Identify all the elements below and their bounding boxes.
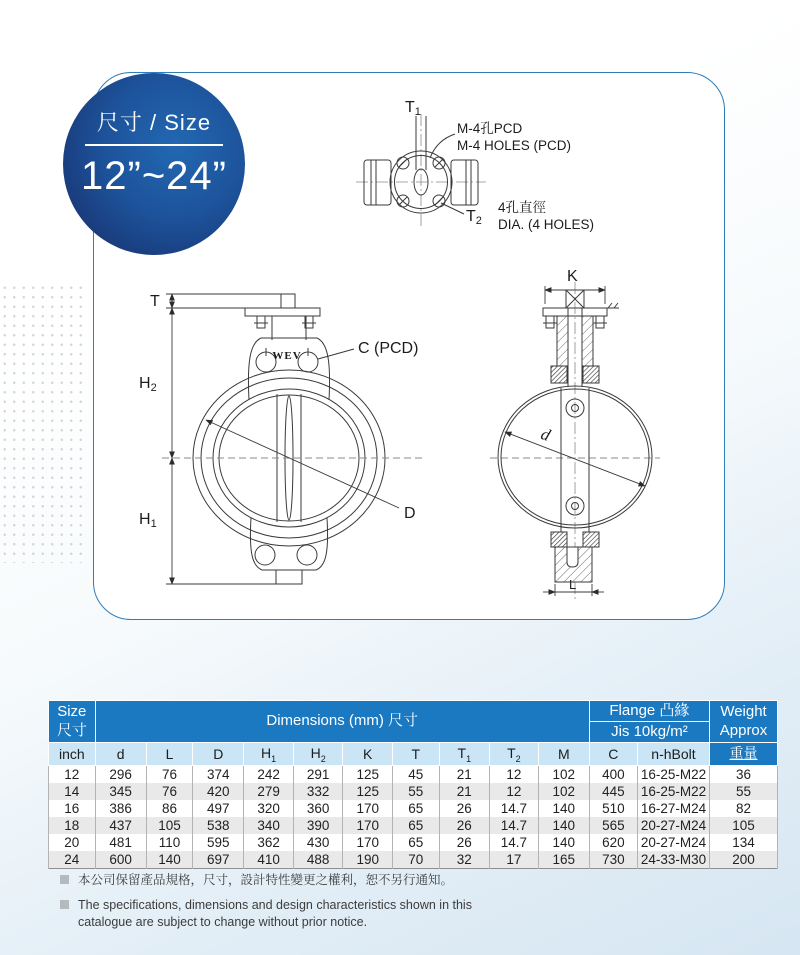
cell: 32 (439, 851, 489, 869)
cell: 340 (244, 817, 294, 834)
cell: 21 (439, 783, 489, 800)
cell: 140 (538, 817, 589, 834)
cell: 105 (710, 817, 778, 834)
cell: 320 (244, 800, 294, 817)
cell: 420 (193, 783, 244, 800)
cell: 488 (293, 851, 343, 869)
cell: 102 (538, 766, 589, 784)
column-header-k: K (343, 743, 393, 766)
cell: 362 (244, 834, 294, 851)
t-dim-label: T (150, 293, 160, 310)
cell: 538 (193, 817, 244, 834)
cell: 497 (193, 800, 244, 817)
cell: 170 (343, 834, 393, 851)
column-header-t2: $T_2$ (489, 743, 538, 766)
cell: 105 (146, 817, 193, 834)
cell: 65 (393, 834, 440, 851)
cell: 82 (710, 800, 778, 817)
cell: 140 (538, 834, 589, 851)
footnote-en (60, 897, 580, 932)
cell: 26 (439, 800, 489, 817)
cell: 481 (95, 834, 146, 851)
cell: 110 (146, 834, 193, 851)
row-size-24 (49, 851, 778, 869)
cell: 730 (589, 851, 637, 869)
size-badge-divider (85, 144, 223, 146)
cell: 360 (293, 800, 343, 817)
d-outer-label: D (404, 505, 416, 522)
t2-label: T2 (466, 208, 482, 227)
cell: 291 (293, 766, 343, 784)
cell: 165 (538, 851, 589, 869)
cell: 55 (393, 783, 440, 800)
cell: 16-25-M22 (637, 766, 709, 784)
dia-note-en: DIA. (4 HOLES) (498, 217, 595, 232)
front-view-drawing (139, 293, 422, 584)
cell: 21 (439, 766, 489, 784)
header-size-zh: 尺寸 (56, 721, 87, 739)
footnotes (60, 872, 580, 939)
column-header-h1: $H_1$ (244, 743, 294, 766)
cell: 565 (589, 817, 637, 834)
cell: 70 (393, 851, 440, 869)
cell: 400 (589, 766, 637, 784)
cell: 14.7 (489, 817, 538, 834)
cell: 279 (244, 783, 294, 800)
cell: 134 (710, 834, 778, 851)
d-inner-label: d (538, 424, 553, 445)
top-view-drawing (356, 99, 594, 232)
cell: 14 (49, 783, 96, 800)
size-badge-title: 尺寸 / Size (96, 110, 212, 135)
column-header-d: D (193, 743, 244, 766)
column-header-h2: $H_2$ (293, 743, 343, 766)
cell: 12 (49, 766, 96, 784)
cell: 12 (489, 783, 538, 800)
square-bullet-icon (60, 875, 69, 884)
cell: 86 (146, 800, 193, 817)
h1-label: H1 (139, 511, 157, 530)
row-size-20 (49, 834, 778, 851)
cell: 140 (538, 800, 589, 817)
cell: 345 (95, 783, 146, 800)
side-view-drawing (490, 268, 660, 600)
pcd-note-en: M-4 HOLES (PCD) (457, 138, 572, 153)
cell: 65 (393, 800, 440, 817)
header-dimensions: Dimensions (mm) 尺寸 (95, 701, 589, 743)
c-pcd-label: C (PCD) (358, 340, 419, 357)
brand-label: WEV (272, 350, 302, 362)
cell: 76 (146, 766, 193, 784)
cell: 510 (589, 800, 637, 817)
row-size-18 (49, 817, 778, 834)
dimensions-table (48, 700, 778, 869)
cell: 170 (343, 817, 393, 834)
cell: 20 (49, 834, 96, 851)
row-size-16 (49, 800, 778, 817)
cell: 374 (193, 766, 244, 784)
size-badge-range: 12”~24” (81, 154, 227, 198)
l-label: L (569, 577, 577, 592)
header-weight (710, 701, 778, 743)
header-weight-en: Weight (720, 702, 767, 720)
h2-label: H2 (139, 375, 157, 394)
dia-note-zh: 4孔直徑 (498, 200, 547, 215)
cell: 16-25-M22 (637, 783, 709, 800)
cell: 16-27-M24 (637, 800, 709, 817)
cell: 332 (293, 783, 343, 800)
cell: 17 (489, 851, 538, 869)
cell: 242 (244, 766, 294, 784)
cell: 20-27-M24 (637, 834, 709, 851)
cell: 595 (193, 834, 244, 851)
row-size-14 (49, 783, 778, 800)
cell: 437 (95, 817, 146, 834)
cell: 26 (439, 817, 489, 834)
cell: 76 (146, 783, 193, 800)
row-size-12 (49, 766, 778, 784)
cell: 20-27-M24 (637, 817, 709, 834)
cell: 140 (146, 851, 193, 869)
column-header-l: L (146, 743, 193, 766)
cell: 65 (393, 817, 440, 834)
cell: 45 (393, 766, 440, 784)
cell: 125 (343, 766, 393, 784)
column-header-inch: inch (49, 743, 96, 766)
cell: 620 (589, 834, 637, 851)
cell: 390 (293, 817, 343, 834)
cell: 16 (49, 800, 96, 817)
header-flange: Flange 凸緣 (589, 701, 709, 722)
header-weight-approx: Approx (719, 721, 768, 739)
cell: 26 (439, 834, 489, 851)
column-header-m: M (538, 743, 589, 766)
cell: 55 (710, 783, 778, 800)
cell: 14.7 (489, 800, 538, 817)
t1-label: T1 (405, 99, 421, 118)
column-header-d: d (95, 743, 146, 766)
k-label: K (567, 268, 578, 285)
footnote-en-text: The specifications, dimensions and design characteristics shown in this catalogue are subject to change without prior notice. (78, 897, 472, 929)
cell: 445 (589, 783, 637, 800)
column-header-weight-zh: 重量 (710, 743, 778, 766)
pcd-note-zh: M-4孔PCD (457, 121, 523, 136)
cell: 36 (710, 766, 778, 784)
header-flange-rating: Jis 10kg/m² (589, 722, 709, 743)
table-body (49, 766, 778, 869)
square-bullet-icon (60, 900, 69, 909)
header-size-en: Size (57, 702, 87, 720)
cell: 600 (95, 851, 146, 869)
cell: 190 (343, 851, 393, 869)
column-header-t: T (393, 743, 440, 766)
cell: 296 (95, 766, 146, 784)
cell: 18 (49, 817, 96, 834)
cell: 697 (193, 851, 244, 869)
column-header-n-hbolt: n-hBolt (637, 743, 709, 766)
column-header-t1: $T_1$ (439, 743, 489, 766)
cell: 170 (343, 800, 393, 817)
cell: 430 (293, 834, 343, 851)
cell: 200 (710, 851, 778, 869)
cell: 102 (538, 783, 589, 800)
size-badge (63, 73, 245, 255)
cell: 125 (343, 783, 393, 800)
cell: 24-33-M30 (637, 851, 709, 869)
cell: 12 (489, 766, 538, 784)
column-header-row (49, 743, 778, 766)
footnote-zh-text: 本公司保留產品規格，尺寸，設計特性變更之權利，恕不另行通知。 (78, 873, 454, 887)
cell: 386 (95, 800, 146, 817)
cell: 24 (49, 851, 96, 869)
footnote-zh (60, 872, 580, 890)
cell: 410 (244, 851, 294, 869)
column-header-c: C (589, 743, 637, 766)
header-size (49, 701, 96, 743)
cell: 14.7 (489, 834, 538, 851)
